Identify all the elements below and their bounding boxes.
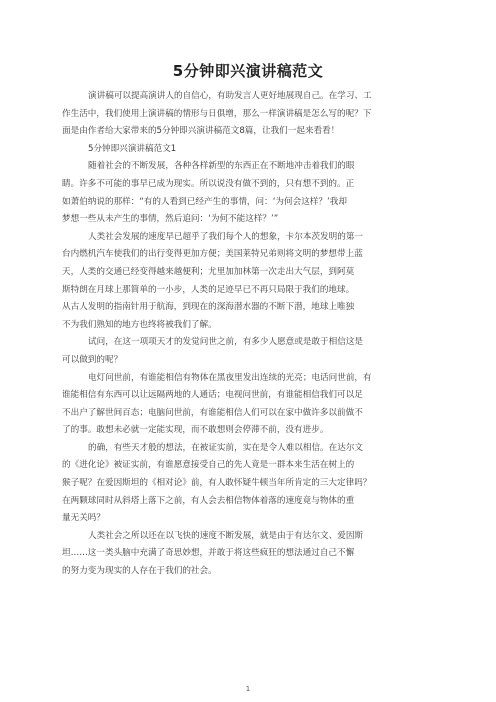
text-line: 斯特朗在月球上那简单的一小步，人类的足迹早已不再只局限于我们的地球。	[62, 284, 355, 295]
text-line: 量无关吗？	[62, 513, 105, 524]
text-line: 猴子呢？在爱因斯坦的《相对论》前，有人敢怀疑牛顿当年所肯定的三大定律吗？	[62, 478, 372, 489]
page-number: 1	[245, 685, 251, 693]
text-line: 梦想一些从未产生的事情，然后追问：‘为何不能这样？’”	[62, 214, 279, 225]
text-line: 演讲稿可以提高演讲人的自信心，有助发言人更好地展现自己。在学习、工	[88, 91, 372, 101]
text-line: 睛。许多不可能的事早已成为现实。所以说没有做不到的，只有想不到的。正	[62, 178, 355, 189]
document-body	[62, 88, 436, 581]
text-line: 从古人发明的指南针用于航海，到现在的深海潜水器的不断下潜，地球上唯独	[62, 302, 355, 313]
text-line: 在两颗球同时从斜塔上落下之前，有人会去相信物体着落的速度竟与物体的重	[62, 495, 355, 506]
text-line: 可以做到的呢？	[62, 354, 123, 365]
text-line: 的《进化论》被证实前，有谁愿意接受自己的先人竟是一群本来生活在树上的	[62, 460, 355, 471]
text-line: 了的事。敢想未必就一定能实现，而不敢想则会停滞不前，没有进步。	[62, 425, 329, 436]
text-line: 的努力变为现实的人存在于我们的社会。	[62, 566, 217, 577]
text-line: 面是由作者给大家带来的5分钟即兴演讲稿范文8篇，让我们一起来看看！	[62, 126, 340, 137]
text-line: 不出户了解世间百态；电脑问世前，有谁能相信人们可以在家中做许多以前做不	[62, 407, 363, 418]
text-line: 5分钟即兴演讲稿范文1	[88, 143, 177, 154]
text-line: 天，人类的交通已经变得越来越便利；尤里加加林第一次走出大气层，到阿莫	[62, 266, 355, 277]
text-line: 谁能相信有东西可以让远隔两地的人通话；电视问世前，有谁能相信我们可以足	[62, 390, 363, 401]
text-line: 不为我们熟知的地方也终将被我们了解。	[62, 319, 217, 330]
text-line: 的确，有些天才般的想法，在被证实前，实在是令人难以相信。在达尔文	[88, 442, 364, 453]
text-line: 试问，在这一项项天才的发觉问世之前，有多少人愿意或是敢于相信这是	[88, 337, 364, 348]
text-line: 随着社会的不断发展，各种各样新型的东西正在不断地冲击着我们的眼	[88, 161, 355, 172]
text-line: 作生活中，我们使用上演讲稿的情形与日俱增，那么一样演讲稿是怎么写的呢？下	[62, 108, 372, 119]
text-line: 台内燃机汽车使我们的出行变得更加方便；美国莱特兄弟则将文明的梦想带上蓝	[62, 249, 363, 260]
text-line: 人类社会发展的速度早已超乎了我们每个人的想象，卡尔本茨发明的第一	[88, 231, 364, 242]
document-title: 5分钟即兴演讲稿范文	[172, 62, 324, 80]
text-line: 人类社会之所以还在以飞快的速度不断发展，就是由于有达尔文、爱因斯	[88, 530, 364, 541]
text-line: 如萧伯纳说的那样：“有的人看到已经产生的事情，问：‘为何会这样？’我却	[62, 196, 347, 207]
text-line: 电灯问世前，有谁能相信有物体在黑夜里发出连续的光亮；电话问世前，有	[88, 372, 372, 383]
text-line: 坦……这一类头脑中充满了奇思妙想，并敢于将这些疯狂的想法通过自己不懈	[62, 548, 355, 559]
